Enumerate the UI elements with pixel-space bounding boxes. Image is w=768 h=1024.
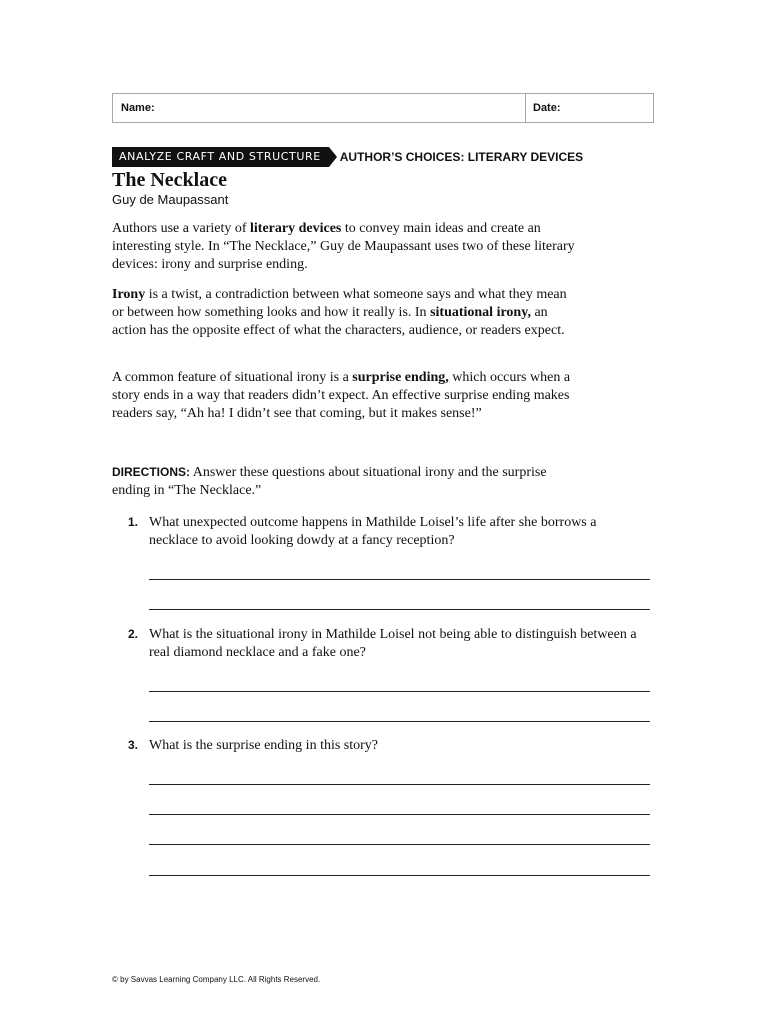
question-text: What is the surprise ending in this story?	[149, 738, 379, 753]
intro-text: to convey main ideas and create an interesting style. In “The Necklace,” Guy de Maupassant uses two of these literary devices: irony and surprise ending.	[112, 221, 575, 272]
intro-paragraph-2	[112, 286, 580, 340]
answer-line[interactable]	[149, 691, 650, 692]
intro-paragraph-1	[112, 220, 580, 274]
directions	[112, 463, 580, 500]
name-date-divider	[525, 94, 526, 122]
term-situational-irony: situational irony,	[430, 305, 531, 320]
answer-line[interactable]	[149, 875, 650, 876]
term-irony: Irony	[112, 287, 146, 302]
question-number: 3.	[128, 738, 139, 752]
intro-text: an action has the opposite effect of what the characters, audience, or readers expect.	[112, 305, 565, 338]
section-banner	[112, 147, 583, 167]
question-number: 1.	[128, 515, 139, 529]
intro-text: A common feature of situational irony is a	[112, 370, 353, 385]
copyright-footer: © by Savvas Learning Company LLC. All Rights Reserved.	[112, 975, 321, 984]
story-title: The Necklace	[112, 169, 227, 191]
answer-line[interactable]	[149, 721, 650, 722]
answer-line[interactable]	[149, 814, 650, 815]
intro-text: is a twist, a contradiction between what someone says and what they mean or between how something looks and how it really is. In	[112, 287, 567, 320]
answer-line[interactable]	[149, 579, 650, 580]
directions-text: Answer these questions about situational irony and the surprise ending in “The Necklace.”	[112, 465, 547, 498]
answer-line[interactable]	[149, 844, 650, 845]
intro-paragraph-3	[112, 369, 580, 423]
name-date-box	[112, 93, 654, 123]
question-number: 2.	[128, 627, 139, 641]
answer-line[interactable]	[149, 784, 650, 785]
date-label: Date:	[533, 102, 561, 114]
banner-category: AUTHOR’S CHOICES: LITERARY DEVICES	[339, 150, 584, 164]
banner-tag: ANALYZE CRAFT AND STRUCTURE	[112, 147, 329, 167]
question-text: What is the situational irony in Mathilde Loisel not being able to distinguish between a real diamond necklace and a fake one?	[149, 627, 637, 660]
question-text: What unexpected outcome happens in Mathilde Loisel’s life after she borrows a necklace to avoid looking dowdy at a fancy reception?	[149, 515, 597, 548]
name-label: Name:	[121, 102, 155, 114]
answer-line[interactable]	[149, 609, 650, 610]
intro-text: which occurs when a story ends in a way that readers didn’t expect. An effective surprise ending makes readers say, “Ah ha! I didn’t see that coming, but it makes sense!”	[112, 370, 571, 421]
story-author: Guy de Maupassant	[112, 192, 229, 207]
term-literary-devices: literary devices	[250, 221, 342, 236]
banner-arrow-icon	[329, 147, 337, 167]
directions-label: DIRECTIONS:	[112, 465, 190, 479]
term-surprise-ending: surprise ending,	[352, 370, 449, 385]
intro-text: Authors use a variety of	[112, 221, 251, 236]
